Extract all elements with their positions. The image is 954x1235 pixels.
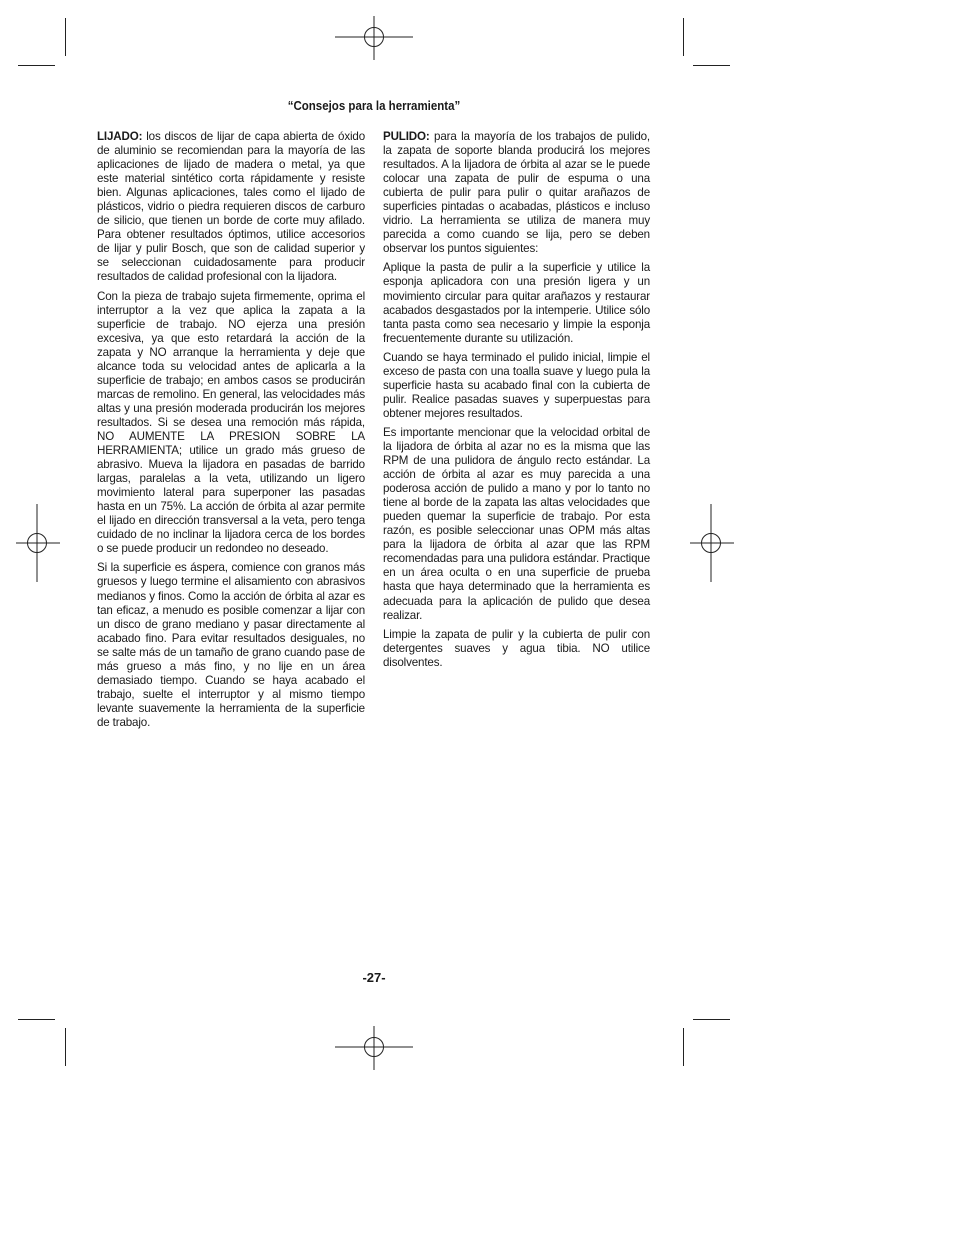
registration-mark-right xyxy=(690,504,734,582)
page-number: -27- xyxy=(362,970,386,985)
lijado-paragraph xyxy=(97,130,365,285)
right-paragraph-4: Es importante mencionar que la velocidad orbital de la lijadora de órbita al azar no es la misma que las RPM de una pulidora de ángulo recto estándar. La acción de órbita al azar es muy parecida a una poderosa acción de pulido a mano y por lo tanto no tiene al borde de la zapata las altas velocidades que pueden quemar la superficie de trabajo. Por esta razón, es posible seleccionar unas OPM más altas para la lijadora de órbita al azar que las RPM recomendadas para una pulidora estándar. Practique en un área oculta o en una superficie de prueba hasta que haya determinado que la herramienta es adecuada para la aplicación de pulido que desea realizar. xyxy=(383,425,650,622)
crop-mark-bottom-right-horizontal xyxy=(693,1019,730,1020)
crop-mark-bottom-left-vertical xyxy=(65,1028,66,1066)
pulido-paragraph xyxy=(383,130,650,256)
registration-mark-left xyxy=(16,504,60,582)
right-paragraph-3: Cuando se haya terminado el pulido inicial, limpie el exceso de pasta con una toalla suave y luego pula la superficie hasta su acabado final con la cubierta de pulir. Realice pasadas suaves y superpuestas para obtener mejores resultados. xyxy=(383,350,650,420)
right-column xyxy=(383,130,650,675)
left-paragraph-2: Con la pieza de trabajo sujeta firmemente, oprima el interruptor a la vez que aplica la zapata a la superficie de trabajo. NO ejerza una presión excesiva, ya que esto retardará la acción de la zapata y NO arranque la herramienta y deje que alcance toda su velocidad antes de aplicarla a la superficie de trabajo; en ambos casos se producirán marcas de remolino. En general, las velocidades más altas y una presión moderada producirán los mejores resultados. Si se desea una remoción más rápida, NO AUMENTE LA PRESION SOBRE LA HERRAMIENTA; utilice un grado más grueso de abrasivo. Mueva la lijadora en pasadas de barrido largas, paralelas a la veta, utilizando un ligero movimiento lateral para superponer las pasadas hasta en un 75%. La acción de órbita al azar permite el lijado en dirección transversal a la veta, pero tenga cuidado de no inclinar la lijadora cerca de los bordes o se puede producir un redondeo no deseado. xyxy=(97,289,365,556)
crop-mark-bottom-left-horizontal xyxy=(18,1019,55,1020)
crop-mark-top-left-vertical xyxy=(65,18,66,56)
pulido-text: para la mayoría de los trabajos de pulido, la zapata de soporte blanda producirá los mejores resultados. A la lijadora de órbita al azar se le puede colocar una zapata de pulir de espuma o una cubierta de pulir para pulir o quitar arañazos de superficies pintadas o acabadas, plásticos e incluso vidrio. La herramienta se utiliza de manera muy parecida a como cuando se lija, pero se deben observar los puntos siguientes: xyxy=(383,130,650,256)
registration-mark-bottom xyxy=(335,1026,413,1070)
crop-mark-bottom-right-vertical xyxy=(683,1028,684,1066)
lijado-label: LIJADO: xyxy=(97,130,143,143)
lijado-text: los discos de lijar de capa abierta de óxido de aluminio se recomiendan para la mayoría de las aplicaciones de lijado de madera o metal, ya que este material sintético corta rápidamente y resiste bien. Algunas aplicaciones, tales como el lijado de plásticos, vidrio o piedra requieren discos de carburo de silicio, que tienen un borde de corte muy afilado. Para obtener resultados óptimos, utilice accesorios de lijar y pulir Bosch, que son de calidad superior y se seleccionan cuidadosamente para producir resultados de calidad profesional con la lijadora. xyxy=(97,130,365,284)
right-paragraph-5: Limpie la zapata de pulir y la cubierta de pulir con detergentes suaves y agua tibia. NO utilice disolventes. xyxy=(383,627,650,669)
left-paragraph-3: Si la superficie es áspera, comience con granos más gruesos y luego termine el alisamiento con abrasivos medianos y finos. Como la acción de órbita al azar es tan eficaz, a menudo es posible comenzar a lijar con un disco de grano mediano y pasar directamente al acabado fino. Para evitar resultados desiguales, no se salte más de un tamaño de grano cuando pase de más grueso a más fino, y no lije en un área demasiado tiempo. Cuando se haya acabado el trabajo, suelte el interruptor y al mismo tiempo levante suavemente la herramienta de la superficie de trabajo. xyxy=(97,561,365,729)
section-heading: “Consejos para la herramienta” xyxy=(287,99,461,113)
crop-mark-top-left-horizontal xyxy=(18,65,55,66)
right-paragraph-2: Aplique la pasta de pulir a la superficie y utilice la esponja aplicadora con una presión ligera y un movimiento circular para quitar arañazos y restaurar acabados desgastados por la intemperie. Utilice sólo tanta pasta como sea necesario y limpie la esponja frecuentemente durante su utilización. xyxy=(383,261,650,345)
crop-mark-top-right-vertical xyxy=(683,18,684,56)
pulido-label: PULIDO: xyxy=(383,130,430,143)
registration-mark-top xyxy=(335,16,413,60)
crop-mark-top-right-horizontal xyxy=(693,65,730,66)
left-column xyxy=(97,130,365,735)
